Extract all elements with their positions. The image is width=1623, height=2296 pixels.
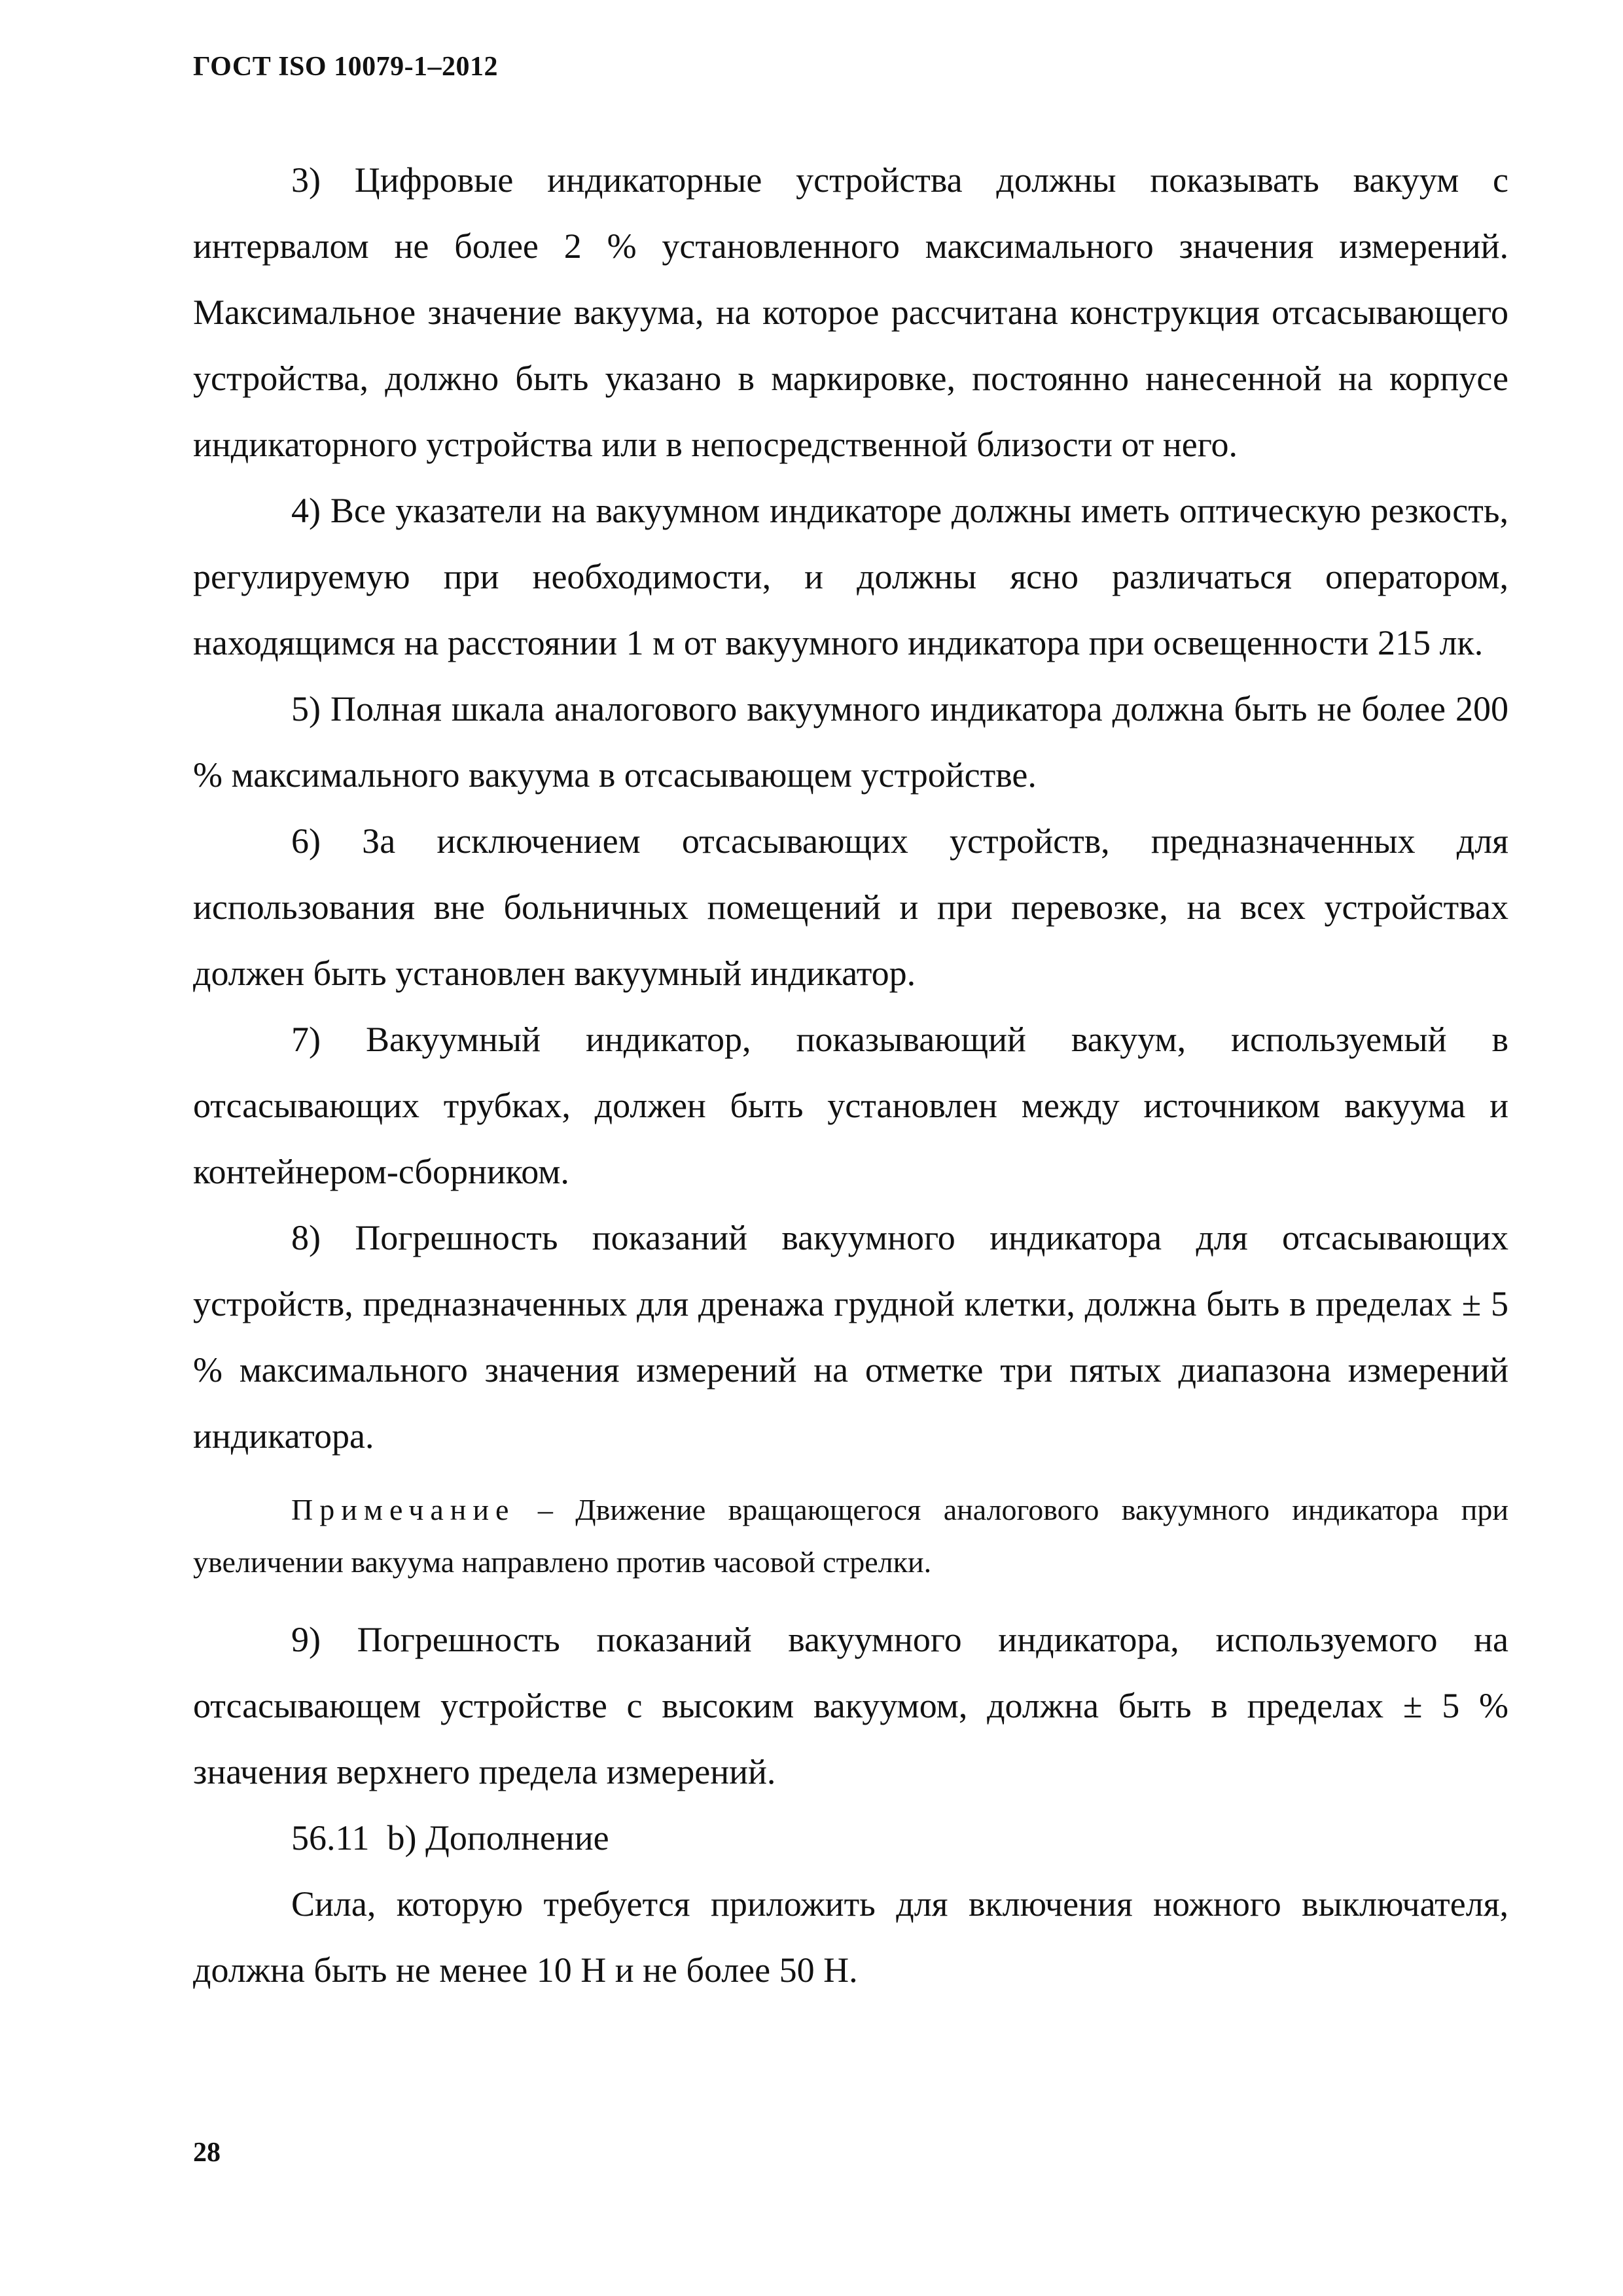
page-number: 28 xyxy=(193,2138,221,2168)
section-heading xyxy=(193,1805,1508,1871)
note-separator: – xyxy=(515,1493,576,1526)
paragraph-4: 4) Все указатели на вакуумном индикаторе должны иметь оптическую резкость, регулируемую при необходимости, и должны ясно различаться оператором, находящимся на расстоянии 1 м от вакуумного индикатора при освещенности 215 лк. xyxy=(193,491,1508,662)
note xyxy=(193,1484,1508,1588)
document-body xyxy=(193,147,1508,2003)
section-title: b) Дополнение xyxy=(387,1818,609,1857)
paragraph-5: 5) Полная шкала аналогового вакуумного индикатора должна быть не более 200 % максимального вакуума в отсасывающем устройстве. xyxy=(193,689,1508,795)
paragraph-8: 8) Погрешность показаний вакуумного индикатора для отсасывающих устройств, предназначенных для дренажа грудной клетки, должна быть в пределах ± 5 % максимального значения измерений на отметке три пятых диапазона измерений индикатора. xyxy=(193,1218,1508,1456)
section-number: 56.11 xyxy=(291,1818,370,1857)
paragraph-6: 6) За исключением отсасывающих устройств, предназначенных для использования вне больничных помещений и при перевозке, на всех устройствах должен быть установлен вакуумный индикатор. xyxy=(193,821,1508,993)
paragraph-9: 9) Погрешность показаний вакуумного индикатора, используемого на отсасывающем устройстве с высоким вакуумом, должна быть в пределах ± 5 % значения верхнего предела измерений. xyxy=(193,1620,1508,1791)
closing-paragraph: Сила, которую требуется приложить для включения ножного выключателя, должна быть не менее 10 Н и не более 50 Н. xyxy=(193,1884,1508,1990)
paragraph-7: 7) Вакуумный индикатор, показывающий вакуум, используемый в отсасывающих трубках, должен быть установлен между источником вакуума и контейнером-сборником. xyxy=(193,1020,1508,1191)
document-header: ГОСТ ISO 10079-1–2012 xyxy=(193,52,499,82)
paragraph-3: 3) Цифровые индикаторные устройства должны показывать вакуум с интервалом не более 2 % установленного максимального значения измерений. Максимальное значение вакуума, на которое рассчитана конструкция отсасывающего устройства, должно быть указано в маркировке, постоянно нанесенной на корпусе индикаторного устройства или в непосредственной близости от него. xyxy=(193,160,1508,464)
note-text: Движение вращающегося аналогового вакуумного индикатора при увеличении вакуума направлено против часовой стрелки. xyxy=(193,1493,1509,1579)
note-label: Примечание xyxy=(291,1493,516,1526)
